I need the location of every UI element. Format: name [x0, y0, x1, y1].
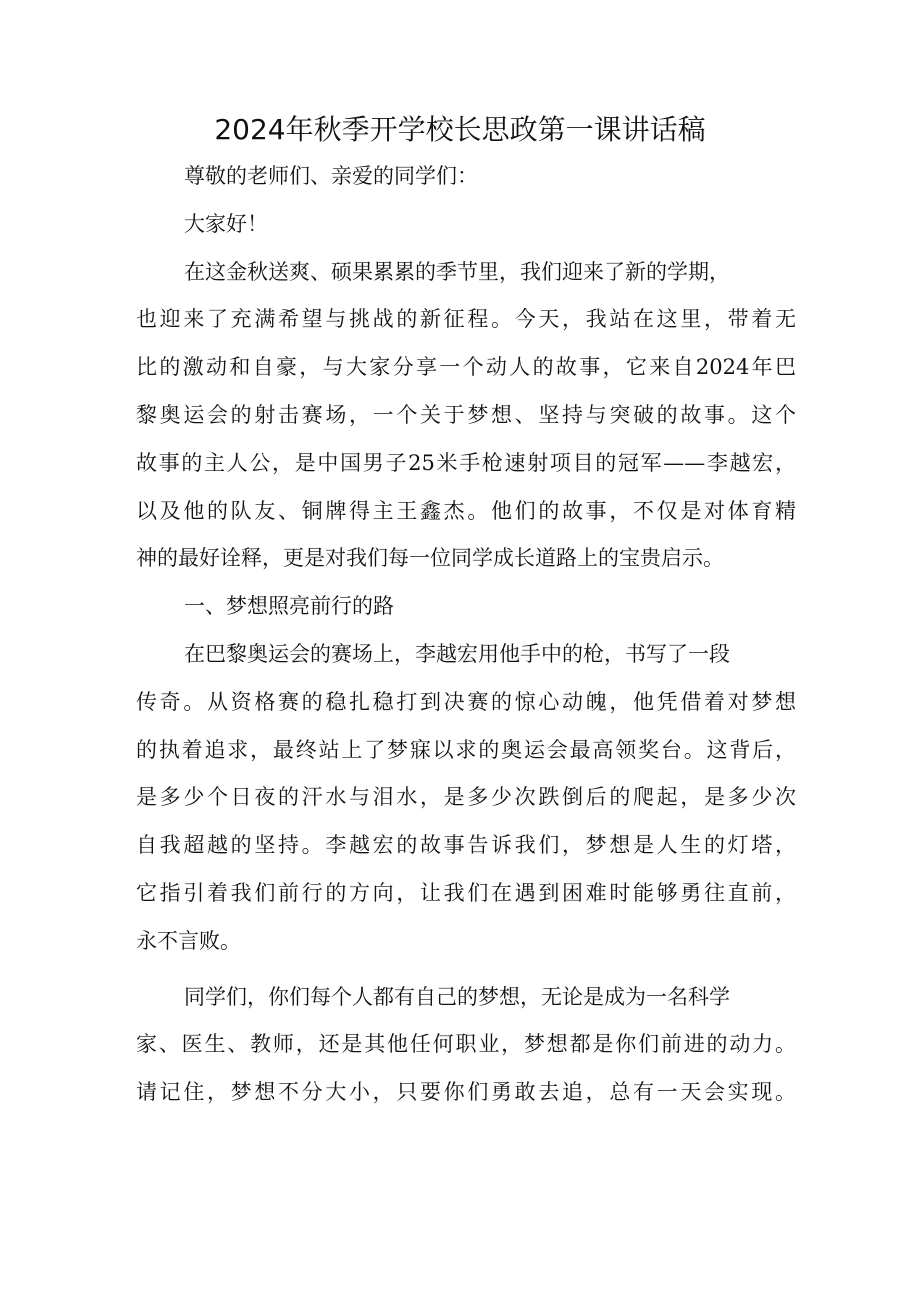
paragraph-line: 在巴黎奥运会的赛场上，李越宏用他手中的枪，书写了一段: [184, 641, 730, 666]
document-title: 2024年秋季开学校长思政第一课讲话稿: [214, 113, 706, 146]
paragraph-line: 同学们，你们每个人都有自己的梦想，无论是成为一名科学: [184, 984, 730, 1009]
greeting: 大家好！: [184, 211, 268, 236]
paragraph-line: 以及他的队友、铜牌得主王鑫杰。他们的故事，不仅是对体育精: [136, 498, 796, 523]
intro-paragraph: [136, 249, 796, 584]
paragraph-line: 是多少个日夜的汗水与泪水，是多少次跌倒后的爬起，是多少次: [136, 785, 796, 810]
salutation: 尊敬的老师们、亲爱的同学们：: [184, 164, 478, 188]
paragraph-line: 传奇。从资格赛的稳扎稳打到决赛的惊心动魄，他凭借着对梦想: [136, 689, 796, 714]
paragraph-line: 也迎来了充满希望与挑战的新征程。今天，我站在这里，带着无: [136, 307, 796, 332]
paragraph-line: 比的激动和自豪，与大家分享一个动人的故事，它来自2024年巴: [136, 355, 796, 380]
section1-paragraph-1: [136, 631, 796, 966]
paragraph-line: 自我超越的坚持。李越宏的故事告诉我们，梦想是人生的灯塔，: [136, 833, 796, 858]
section-heading: 一、梦想照亮前行的路: [184, 594, 394, 619]
paragraph-line: 黎奥运会的射击赛场，一个关于梦想、坚持与突破的故事。这个: [136, 402, 796, 427]
paragraph-line: 家、医生、教师，还是其他任何职业，梦想都是你们前进的动力。: [136, 1032, 796, 1057]
paragraph-line: 故事的主人公，是中国男子25米手枪速射项目的冠军——李越宏，: [136, 450, 796, 475]
paragraph-line: 神的最好诠释，更是对我们每一位同学成长道路上的宝贵启示。: [136, 546, 724, 571]
paragraph-line: 在这金秋送爽、硕果累累的季节里，我们迎来了新的学期，: [184, 259, 730, 284]
paragraph-gap: [136, 966, 796, 974]
paragraph-line: 请记住，梦想不分大小，只要你们勇敢去追，总有一天会实现。: [136, 1080, 796, 1105]
section1-paragraph-2: [136, 974, 796, 1117]
paragraph-line: 的执着追求，最终站上了梦寐以求的奥运会最高领奖台。这背后，: [136, 737, 796, 762]
paragraph-line: 永不言败。: [136, 928, 241, 953]
paragraph-line: 它指引着我们前行的方向，让我们在遇到困难时能够勇往直前，: [136, 880, 796, 905]
document-body: [136, 153, 796, 1117]
